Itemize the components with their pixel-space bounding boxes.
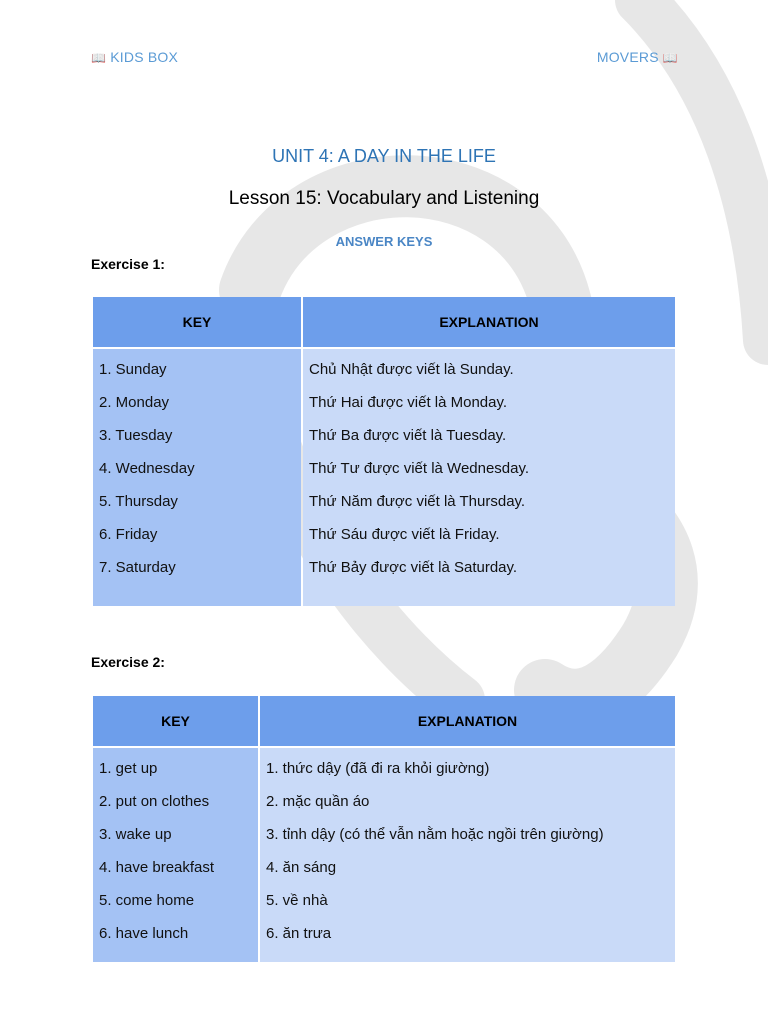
key-cell: 7. Saturday xyxy=(93,551,301,584)
table-row xyxy=(93,551,675,584)
exercise-2-title: Exercise 2: xyxy=(91,654,165,670)
explanation-cell: 6. ăn trưa xyxy=(260,917,675,950)
key-cell: 6. have lunch xyxy=(93,917,258,950)
key-cell: 3. wake up xyxy=(93,818,258,851)
table-header-row xyxy=(93,297,675,349)
table-row xyxy=(93,818,675,851)
explanation-cell: Thứ Năm được viết là Thursday. xyxy=(303,485,675,518)
table-row xyxy=(93,452,675,485)
table-row-spacer xyxy=(93,584,675,606)
column-header-key: KEY xyxy=(93,696,258,748)
lesson-title: Lesson 15: Vocabulary and Listening xyxy=(228,188,540,209)
book-icon: 📖 xyxy=(91,51,107,65)
header-left xyxy=(91,49,178,65)
explanation-cell: 1. thức dậy (đã đi ra khỏi giường) xyxy=(260,748,675,785)
book-icon: 📖 xyxy=(662,51,678,65)
explanation-cell: 3. tỉnh dậy (có thể vẫn nằm hoặc ngồi trên giường) xyxy=(260,818,675,851)
key-cell: 5. Thursday xyxy=(93,485,301,518)
column-header-explanation: EXPLANATION xyxy=(260,696,675,748)
table-row xyxy=(93,485,675,518)
explanation-cell: 5. về nhà xyxy=(260,884,675,917)
key-cell: 1. get up xyxy=(93,748,258,785)
exercise-2-table xyxy=(91,696,677,962)
explanation-cell: 2. mặc quần áo xyxy=(260,785,675,818)
table-row-spacer xyxy=(93,950,675,962)
explanation-cell: 4. ăn sáng xyxy=(260,851,675,884)
explanation-cell: Thứ Bảy được viết là Saturday. xyxy=(303,551,675,584)
column-header-key: KEY xyxy=(93,297,301,349)
key-cell: 5. come home xyxy=(93,884,258,917)
table-row xyxy=(93,748,675,785)
key-cell: 4. have breakfast xyxy=(93,851,258,884)
table-row xyxy=(93,419,675,452)
answer-keys-heading: ANSWER KEYS xyxy=(335,234,433,249)
exercise-1-table xyxy=(91,297,677,606)
header-left-label: KIDS BOX xyxy=(110,49,178,65)
table-row xyxy=(93,518,675,551)
table-row xyxy=(93,917,675,950)
key-cell: 2. Monday xyxy=(93,386,301,419)
key-cell: 3. Tuesday xyxy=(93,419,301,452)
table-row xyxy=(93,349,675,386)
explanation-cell: Chủ Nhật được viết là Sunday. xyxy=(303,349,675,386)
table-row xyxy=(93,851,675,884)
key-cell: 6. Friday xyxy=(93,518,301,551)
explanation-cell: Thứ Tư được viết là Wednesday. xyxy=(303,452,675,485)
table-row xyxy=(93,884,675,917)
header-right-label: MOVERS xyxy=(596,49,659,65)
explanation-cell: Thứ Hai được viết là Monday. xyxy=(303,386,675,419)
table-header-row xyxy=(93,696,675,748)
table-row xyxy=(93,785,675,818)
key-cell: 4. Wednesday xyxy=(93,452,301,485)
header-right xyxy=(597,49,678,65)
column-header-explanation: EXPLANATION xyxy=(303,297,675,349)
table-row xyxy=(93,386,675,419)
key-cell: 2. put on clothes xyxy=(93,785,258,818)
key-cell: 1. Sunday xyxy=(93,349,301,386)
explanation-cell: Thứ Sáu được viết là Friday. xyxy=(303,518,675,551)
explanation-cell: Thứ Ba được viết là Tuesday. xyxy=(303,419,675,452)
exercise-1-title: Exercise 1: xyxy=(91,256,165,272)
unit-title: UNIT 4: A DAY IN THE LIFE xyxy=(272,146,496,166)
